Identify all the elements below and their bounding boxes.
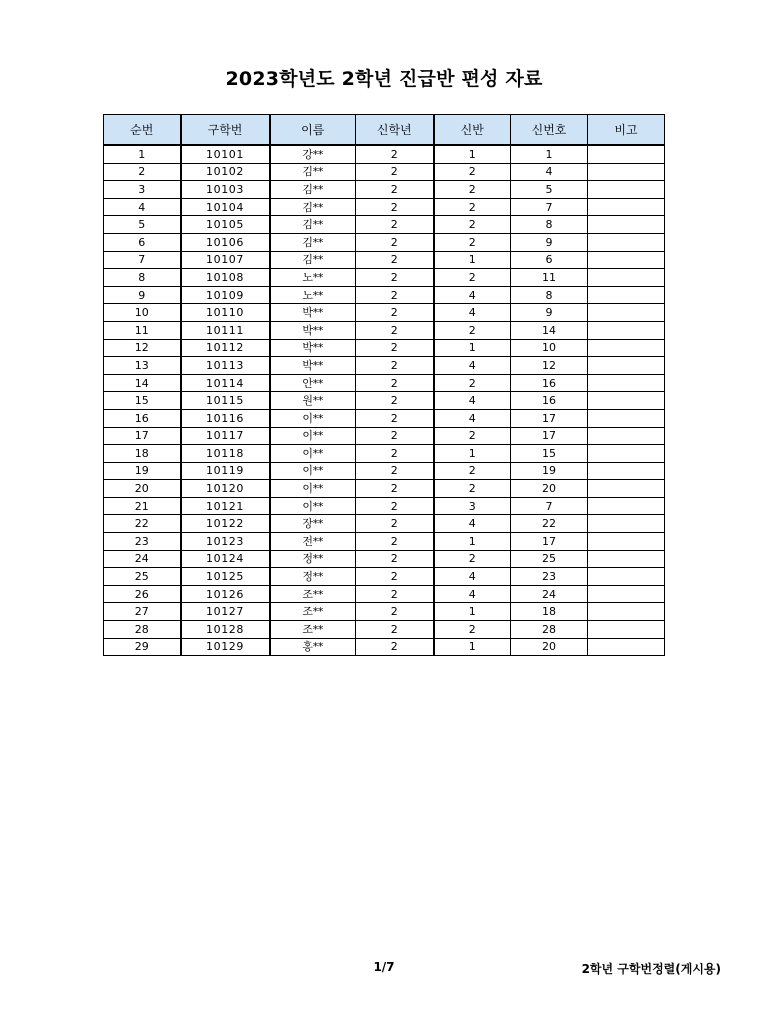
cell-old-id: 10105 [181,216,270,234]
table-row [104,480,665,498]
cell-new-grade: 2 [356,286,434,304]
cell-new-class: 1 [434,145,511,163]
cell-remarks [588,515,665,533]
cell-name: 김** [270,233,356,251]
cell-new-grade: 2 [356,585,434,603]
table-row [104,409,665,427]
cell-old-id: 10108 [181,269,270,287]
col-header-remarks: 비고 [588,115,665,146]
cell-new-number: 19 [511,462,588,480]
cell-new-grade: 2 [356,638,434,656]
cell-name: 김** [270,198,356,216]
table-row [104,357,665,375]
cell-seq: 9 [104,286,181,304]
cell-name: 안** [270,374,356,392]
cell-new-grade: 2 [356,409,434,427]
cell-new-class: 2 [434,427,511,445]
cell-old-id: 10128 [181,621,270,639]
cell-new-number: 14 [511,321,588,339]
cell-new-class: 4 [434,286,511,304]
cell-new-number: 17 [511,533,588,551]
cell-seq: 1 [104,145,181,163]
cell-name: 조** [270,585,356,603]
cell-remarks [588,497,665,515]
cell-old-id: 10127 [181,603,270,621]
cell-seq: 3 [104,181,181,199]
cell-seq: 17 [104,427,181,445]
cell-new-grade: 2 [356,198,434,216]
table-row [104,198,665,216]
cell-seq: 23 [104,533,181,551]
table-row [104,339,665,357]
table-row [104,533,665,551]
cell-old-id: 10110 [181,304,270,322]
cell-seq: 22 [104,515,181,533]
table-row [104,321,665,339]
cell-new-grade: 2 [356,216,434,234]
table-row [104,145,665,163]
cell-new-number: 15 [511,445,588,463]
cell-new-class: 2 [434,621,511,639]
cell-remarks [588,445,665,463]
cell-remarks [588,392,665,410]
table-row [104,550,665,568]
cell-new-class: 1 [434,638,511,656]
cell-seq: 10 [104,304,181,322]
cell-seq: 25 [104,568,181,586]
cell-new-class: 2 [434,269,511,287]
cell-old-id: 10106 [181,233,270,251]
cell-name: 김** [270,163,356,181]
cell-new-class: 4 [434,585,511,603]
cell-new-class: 2 [434,550,511,568]
cell-old-id: 10118 [181,445,270,463]
cell-seq: 4 [104,198,181,216]
table-row [104,251,665,269]
table-row [104,427,665,445]
cell-new-number: 20 [511,638,588,656]
cell-old-id: 10104 [181,198,270,216]
cell-new-class: 4 [434,392,511,410]
cell-old-id: 10112 [181,339,270,357]
cell-old-id: 10120 [181,480,270,498]
cell-seq: 28 [104,621,181,639]
cell-remarks [588,427,665,445]
cell-new-class: 1 [434,533,511,551]
table-row [104,304,665,322]
cell-name: 이** [270,480,356,498]
cell-new-class: 1 [434,445,511,463]
cell-old-id: 10123 [181,533,270,551]
cell-remarks [588,603,665,621]
cell-new-grade: 2 [356,163,434,181]
cell-name: 이** [270,497,356,515]
cell-new-grade: 2 [356,427,434,445]
cell-remarks [588,621,665,639]
cell-new-class: 1 [434,339,511,357]
cell-new-grade: 2 [356,445,434,463]
cell-name: 정** [270,550,356,568]
cell-seq: 7 [104,251,181,269]
cell-seq: 16 [104,409,181,427]
cell-seq: 20 [104,480,181,498]
cell-old-id: 10103 [181,181,270,199]
table-row [104,621,665,639]
cell-new-number: 16 [511,374,588,392]
table-row [104,392,665,410]
cell-name: 강** [270,145,356,163]
cell-remarks [588,251,665,269]
cell-remarks [588,304,665,322]
cell-name: 박** [270,321,356,339]
table-row [104,286,665,304]
cell-new-grade: 2 [356,392,434,410]
cell-seq: 21 [104,497,181,515]
cell-remarks [588,568,665,586]
page-title: 2023학년도 2학년 진급반 편성 자료 [225,68,543,90]
cell-new-number: 16 [511,392,588,410]
cell-new-number: 17 [511,427,588,445]
table-row [104,497,665,515]
cell-new-class: 2 [434,321,511,339]
col-header-new-grade: 신학년 [356,115,434,146]
cell-old-id: 10122 [181,515,270,533]
cell-remarks [588,145,665,163]
cell-remarks [588,269,665,287]
cell-new-grade: 2 [356,269,434,287]
table-row [104,462,665,480]
cell-seq: 18 [104,445,181,463]
cell-name: 원** [270,392,356,410]
cell-name: 김** [270,251,356,269]
table-body [104,145,665,656]
cell-old-id: 10116 [181,409,270,427]
cell-new-number: 24 [511,585,588,603]
cell-new-number: 4 [511,163,588,181]
cell-new-number: 6 [511,251,588,269]
cell-remarks [588,216,665,234]
cell-new-number: 10 [511,339,588,357]
cell-new-class: 4 [434,515,511,533]
cell-name: 조** [270,603,356,621]
cell-name: 홍** [270,638,356,656]
cell-new-grade: 2 [356,145,434,163]
cell-new-number: 8 [511,286,588,304]
cell-remarks [588,233,665,251]
cell-new-number: 8 [511,216,588,234]
cell-new-number: 12 [511,357,588,375]
cell-name: 이** [270,427,356,445]
cell-name: 정** [270,568,356,586]
cell-new-class: 1 [434,603,511,621]
cell-old-id: 10109 [181,286,270,304]
footer-label: 2학년 구학번정렬(게시용) [581,962,721,976]
cell-new-class: 2 [434,480,511,498]
cell-new-number: 7 [511,198,588,216]
cell-new-grade: 2 [356,462,434,480]
cell-remarks [588,374,665,392]
cell-new-grade: 2 [356,497,434,515]
table-row [104,216,665,234]
cell-seq: 15 [104,392,181,410]
cell-new-number: 17 [511,409,588,427]
cell-remarks [588,585,665,603]
cell-new-grade: 2 [356,233,434,251]
cell-name: 장** [270,515,356,533]
cell-seq: 27 [104,603,181,621]
cell-new-number: 7 [511,497,588,515]
cell-new-number: 9 [511,233,588,251]
cell-seq: 14 [104,374,181,392]
cell-new-class: 2 [434,233,511,251]
cell-seq: 12 [104,339,181,357]
cell-remarks [588,550,665,568]
page-number: 1/7 [373,960,395,974]
table-row [104,163,665,181]
cell-new-grade: 2 [356,339,434,357]
cell-name: 이** [270,462,356,480]
cell-new-grade: 2 [356,304,434,322]
cell-name: 이** [270,409,356,427]
cell-new-grade: 2 [356,181,434,199]
col-header-new-number: 신번호 [511,115,588,146]
cell-seq: 13 [104,357,181,375]
cell-new-number: 9 [511,304,588,322]
cell-seq: 2 [104,163,181,181]
col-header-seq: 순번 [104,115,181,146]
cell-old-id: 10107 [181,251,270,269]
cell-new-class: 4 [434,304,511,322]
cell-seq: 11 [104,321,181,339]
cell-name: 박** [270,357,356,375]
cell-new-grade: 2 [356,603,434,621]
cell-new-grade: 2 [356,321,434,339]
cell-old-id: 10129 [181,638,270,656]
cell-new-class: 2 [434,181,511,199]
cell-new-grade: 2 [356,357,434,375]
cell-new-class: 2 [434,163,511,181]
cell-seq: 26 [104,585,181,603]
col-header-name: 이름 [270,115,356,146]
cell-old-id: 10125 [181,568,270,586]
cell-old-id: 10121 [181,497,270,515]
table-row [104,269,665,287]
cell-old-id: 10126 [181,585,270,603]
cell-new-class: 3 [434,497,511,515]
table-row [104,374,665,392]
cell-new-class: 2 [434,198,511,216]
cell-new-number: 22 [511,515,588,533]
cell-old-id: 10113 [181,357,270,375]
table-row [104,638,665,656]
table-row [104,603,665,621]
cell-remarks [588,409,665,427]
cell-name: 전** [270,533,356,551]
cell-remarks [588,321,665,339]
table-row [104,568,665,586]
cell-new-number: 18 [511,603,588,621]
cell-remarks [588,638,665,656]
cell-new-class: 2 [434,462,511,480]
cell-new-number: 11 [511,269,588,287]
cell-new-class: 2 [434,374,511,392]
cell-remarks [588,286,665,304]
cell-seq: 6 [104,233,181,251]
cell-new-grade: 2 [356,568,434,586]
col-header-old-id: 구학번 [181,115,270,146]
cell-old-id: 10117 [181,427,270,445]
table-row [104,233,665,251]
table-row [104,585,665,603]
cell-new-grade: 2 [356,480,434,498]
cell-old-id: 10111 [181,321,270,339]
table-row [104,515,665,533]
cell-new-number: 20 [511,480,588,498]
cell-name: 노** [270,286,356,304]
roster-table [103,114,665,656]
cell-old-id: 10119 [181,462,270,480]
cell-remarks [588,533,665,551]
cell-remarks [588,181,665,199]
cell-old-id: 10102 [181,163,270,181]
cell-new-grade: 2 [356,533,434,551]
cell-remarks [588,198,665,216]
cell-new-grade: 2 [356,251,434,269]
cell-new-number: 1 [511,145,588,163]
cell-old-id: 10124 [181,550,270,568]
cell-seq: 5 [104,216,181,234]
cell-name: 노** [270,269,356,287]
cell-new-number: 25 [511,550,588,568]
cell-remarks [588,357,665,375]
cell-new-grade: 2 [356,550,434,568]
cell-old-id: 10115 [181,392,270,410]
cell-new-class: 2 [434,216,511,234]
cell-remarks [588,339,665,357]
cell-remarks [588,480,665,498]
cell-new-number: 23 [511,568,588,586]
cell-new-grade: 2 [356,621,434,639]
cell-new-class: 1 [434,251,511,269]
cell-name: 박** [270,304,356,322]
cell-new-number: 28 [511,621,588,639]
cell-name: 조** [270,621,356,639]
cell-seq: 29 [104,638,181,656]
cell-name: 김** [270,216,356,234]
cell-remarks [588,163,665,181]
col-header-new-class: 신반 [434,115,511,146]
cell-remarks [588,462,665,480]
cell-name: 박** [270,339,356,357]
cell-new-number: 5 [511,181,588,199]
cell-new-class: 4 [434,568,511,586]
cell-new-grade: 2 [356,515,434,533]
cell-seq: 8 [104,269,181,287]
cell-new-class: 4 [434,409,511,427]
cell-old-id: 10101 [181,145,270,163]
cell-name: 김** [270,181,356,199]
table-header-row [104,115,665,146]
cell-name: 이** [270,445,356,463]
cell-new-class: 4 [434,357,511,375]
table-row [104,445,665,463]
cell-new-grade: 2 [356,374,434,392]
table-row [104,181,665,199]
cell-seq: 24 [104,550,181,568]
cell-seq: 19 [104,462,181,480]
cell-old-id: 10114 [181,374,270,392]
